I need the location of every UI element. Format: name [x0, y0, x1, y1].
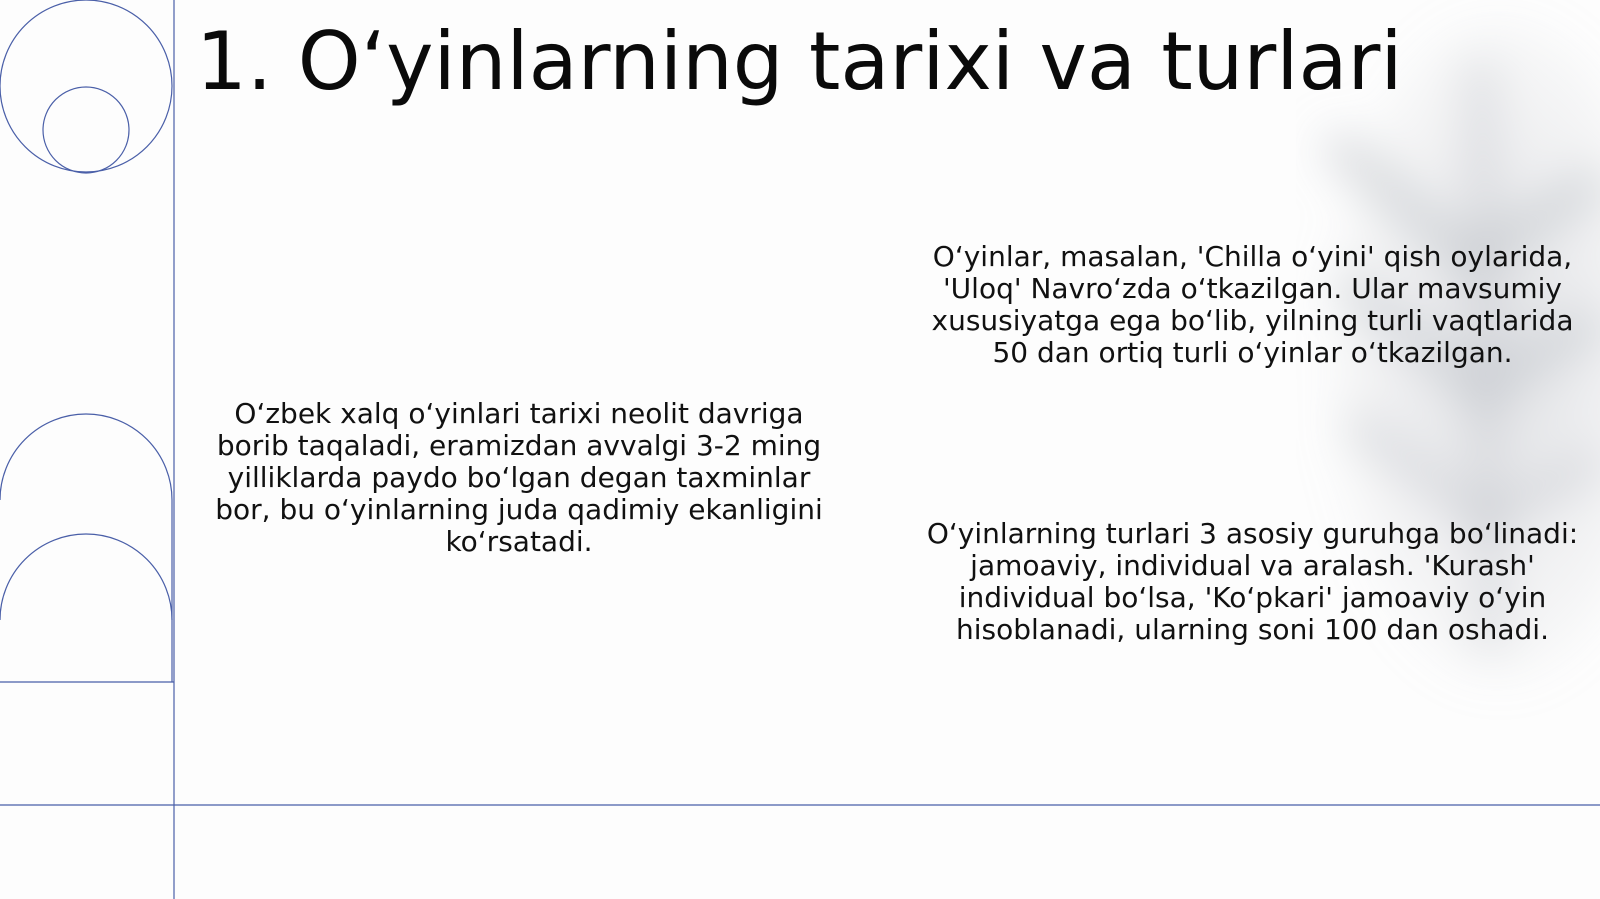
- history-paragraph: O‘zbek xalq o‘yinlari tarixi neolit davriga borib taqaladi, eramizdan avvalgi 3-2 ming yilliklarda paydo bo‘lgan degan taxminlar bor, bu o‘yinlarning juda qadimiy ekanligini ko‘rsatadi.: [215, 397, 823, 558]
- upper-arch-decor: [0, 414, 172, 682]
- large-circle-decor: [0, 0, 172, 172]
- slide-title: 1. O‘yinlarning tarixi va turlari: [196, 15, 1403, 108]
- lower-arch-decor: [0, 534, 172, 620]
- game-types-paragraph: O‘yinlarning turlari 3 asosiy guruhga bo‘linadi: jamoaviy, individual va aralash. 'Kurash' individual bo‘lsa, 'Ko‘pkari' jamoaviy o‘yin hisoblanadi, ularning soni 100 dan oshadi.: [926, 517, 1579, 646]
- small-circle-decor: [43, 87, 129, 173]
- seasonal-games-paragraph: O‘yinlar, masalan, 'Chilla o‘yini' qish oylarida, 'Uloq' Navro‘zda o‘tkazilgan. Ular mavsumiy xususiyatga ega bo‘lib, yilning turli vaqtlarida 50 dan ortiq turli o‘yinlar o‘tkazilgan.: [931, 240, 1574, 369]
